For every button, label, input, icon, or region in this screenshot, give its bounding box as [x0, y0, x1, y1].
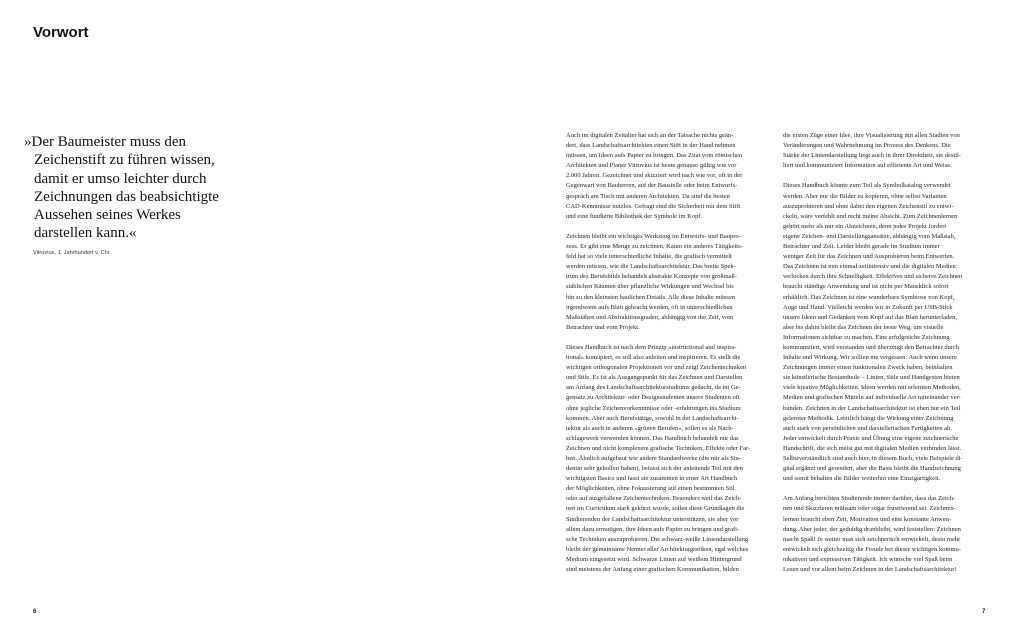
- body-text-column-right: [783, 131, 993, 585]
- text-line: allem dazu ermutigen, ihre Ideen aufs Papier zu bringen und grafi-: [566, 525, 740, 533]
- text-line: Medium eingesetzt wird. Schwarze Linien auf weißem Hintergrund: [566, 555, 742, 563]
- quote-line: darstellen kann.«: [34, 225, 137, 242]
- text-line: 2.000 Jahren. Gezeichnet und skizziert wird nach wie vor, oft in der: [566, 172, 743, 180]
- text-line: gensatz zu Architektur- oder Designstudenten unsere Studenten oft: [566, 394, 740, 402]
- text-line: entwickelt sich gleichzeitig die Freude bei dieser wichtigen kommu-: [783, 545, 961, 553]
- text-line: und Stile. Es ist als Ausgangspunkt für das Zeichnen und Darstellen: [566, 374, 743, 382]
- text-line: Dieses Handbuch könnte zum Teil als Symbolkatalog verwendet: [783, 182, 951, 190]
- text-line: viele kreative Möglichkeiten. Ideen werden mit erlernten Methoden,: [783, 384, 961, 392]
- text-line: oder auf ausgefallene Zeichentechniken. Besonders weil das Zeich-: [566, 495, 742, 503]
- text-line: unsere Ideen und Gedanken vom Kopf auf das Blatt herunterladen,: [783, 313, 957, 321]
- epigraph-quote: [24, 133, 264, 243]
- text-line: dert, dass Landschaftsarchitekten einen Stift in der Hand nehmen: [566, 142, 736, 150]
- text-line: und eine fundierte Bibliothek der Symbole im Kopf.: [566, 212, 703, 220]
- text-line: Stärke der Liniendarstellung liegt auch in ihrer Direktheit, sie destil-: [783, 152, 961, 160]
- text-line: Jeder entwickelt durch Praxis und Übung eine eigene zeichnerische: [783, 434, 959, 442]
- paragraph: [566, 232, 776, 333]
- text-line: Betrachter und Zeit. Leider bleibt gerade im Studium immer: [783, 243, 940, 251]
- text-line: erhältlich. Das Zeichnen ist eine wunderbare Symbiose von Kopf,: [783, 293, 955, 301]
- text-line: Maßstäben und Abstraktionsgraden, abhängig von der Zeit, vom: [566, 313, 734, 321]
- text-line: Informationen sichtbar zu machen. Eine erfolgreiche Zeichnung: [783, 333, 950, 341]
- text-line: Auge und Hand. Vielleicht werden wir in Zukunft per USB-Stick: [783, 303, 953, 311]
- paragraph: [566, 343, 776, 575]
- text-line: gelernter Methodik. Letztlich hängt die Wirkung einer Zeichnung: [783, 414, 954, 422]
- text-line: müssen, um Ideen aufs Papier zu bringen. Das Zitat vom römischen: [566, 152, 743, 160]
- quote-line: damit er umso leichter durch: [34, 170, 207, 187]
- text-line: Betrachter und vom Projekt.: [566, 323, 640, 331]
- quote-source: Vitruvius, 1. Jahrhundert v. Chr.: [33, 250, 111, 256]
- text-line: bleibt der gemeinsame Nenner aller Architekturgrafiken, egal welches: [566, 545, 749, 553]
- text-line: eigene Zeichen- und Darstellungsansätze, abhängig vom Maßstab,: [783, 232, 956, 240]
- text-line: Am Anfang berichten Studierende immer darüber, dass das Zeich-: [783, 495, 956, 503]
- quote-line: Aussehen seines Werkes: [34, 207, 181, 224]
- text-line: Zeichnungen immer einen funktionalen Zweck haben, beinhalten: [783, 364, 953, 372]
- text-line: hin zu den kleinsten baulichen Details. Alle diese Inhalte müssen: [566, 293, 735, 301]
- text-line: Veränderungen und Wahrnehmung im Prozess des Denkens. Die: [783, 142, 951, 150]
- text-line: Das Zeichnen ist nun einmal zeitintensiv und die digitalen Medien: [783, 263, 956, 271]
- text-line: tektur als auch in anderen »grünen Berufen«, sollen es als Nach-: [566, 424, 734, 432]
- text-line: zess. Es gibt eine Menge zu zeichnen. Kaum ein anderes Tätigkeits-: [566, 243, 743, 251]
- text-line: irgendwann aufs Blatt gebracht werden, oft in unterschiedlichen: [566, 303, 733, 311]
- text-line: trum des Berufsbilds behandelt abstrakte Konzepte von großmaß-: [566, 273, 737, 281]
- text-line: dung. Aber jeder, der geduldig dranbleibt, wird feststellen: Zeichnen: [783, 525, 961, 533]
- text-line: dentin sehr geholfen haben), befasst sich der anleitende Teil mit den: [566, 465, 743, 473]
- text-line: macht Spaß! Je weiter man sich zeichnerisch entwickelt, desto mehr: [783, 535, 961, 543]
- text-line: wichtigen orthogonalen Projektionen vor und zeigt Zeichentechniken: [566, 364, 747, 372]
- text-line: Dieses Handbuch ist nach dem Prinzip »instructional and inspira-: [566, 343, 737, 351]
- text-line: Selbstverständlich sind auch hier, in diesem Buch, viele Beispiele di-: [783, 455, 963, 462]
- text-line: werden. Aber nur die Bilder zu kopieren, ohne selbst Varianten: [783, 192, 947, 200]
- text-line: sche Techniken auszuprobieren. Die schwarz-weiße Liniendarstellung: [566, 535, 749, 543]
- text-line: Inhalte und Wirkung. Wir sollten nie vergessen: Auch wenn unsere: [783, 354, 957, 362]
- text-line: der Möglichkeiten, ohne Fokussierung auf einen bestimmten Stil: [566, 485, 735, 493]
- text-line: gehört mehr als nur ein Abzeichnen, denn jedes Projekt fordert: [783, 222, 947, 230]
- paragraph: [566, 131, 776, 222]
- paragraph: [783, 181, 993, 484]
- text-line: liert und kommuniziert Information auf effiziente Art und Weise.: [783, 162, 952, 170]
- text-line: ckeln, wäre verfehlt und nicht meine Absicht. Zum Zeichnenlernen: [783, 212, 958, 220]
- text-line: ohne jegliche Zeichenvorkenntnisse oder -erfahrungen ins Studium: [566, 404, 741, 412]
- text-line: bunden. Zeichnen in der Landschaftsarchitektur ist eben nur ein Teil: [783, 404, 961, 412]
- text-line: auszuprobieren und ohne dabei den eigenen Zeichenstil zu entwi-: [783, 202, 954, 210]
- text-line: werden müssen, wie die Landschaftsarchitektur. Das breite Spek-: [566, 263, 736, 271]
- page-title: Vorwort: [33, 24, 89, 41]
- body-text-column-left: [566, 131, 776, 585]
- text-line: wichtigsten Basics und fasst sie zusammen in einer Art Handbuch: [566, 475, 738, 483]
- text-line: am Anfang des Landschaftsarchitekturstudiums gedacht, da im Ge-: [566, 384, 741, 392]
- text-line: CAD-Kenntnisse nutzlos. Gefragt sind die Sicherheit mit dem Stift: [566, 202, 741, 210]
- text-line: Auch im digitalen Zeitalter hat sich an der Tatsache nichts geän-: [566, 132, 734, 139]
- quote-line: »Der Baumeister muss den: [24, 134, 187, 150]
- text-line: gital ergänzt und gerendert, aber die Basis bleibt die Handzeichnung: [783, 465, 961, 473]
- text-line: Lesen und vor allem beim Zeichnen in der Landschaftsarchitektur!: [783, 566, 957, 574]
- text-line: aber bis dahin bleibt das Zeichnen der beste Weg, um visuelle: [783, 323, 944, 331]
- quote-line: Zeichenstift zu führen wissen,: [34, 152, 215, 169]
- paragraph: [783, 494, 993, 575]
- text-line: verlocken durch ihre Schnelligkeit. Effektives und sicheres Zeichnen: [783, 273, 963, 281]
- text-line: nen im Curriculum stark gekürzt wurde, sollen diese Grundlagen die: [566, 505, 745, 513]
- text-line: weniger Zeit für das Zeichnen und Ausprobieren beim Entwerfen.: [783, 253, 955, 261]
- text-line: stäblichen Räumen über pflanzliche Wirkungen und Wechsel bis: [566, 283, 734, 291]
- text-line: kommen. Aber auch Berufstätige, sowohl in der Landschaftsarchi-: [566, 414, 739, 422]
- text-line: ben. Ähnlich aufgebaut wie andere Standardwerke (die mir als Stu-: [566, 455, 742, 462]
- quote-line: Zeichnungen das beabsichtigte: [34, 188, 219, 205]
- text-line: nen und Skizzieren mühsam oder sogar frustrierend sei. Zeichnen-: [783, 505, 956, 513]
- text-line: Zeichnen und nicht komplexere grafische Techniken, Effekte oder Far-: [566, 444, 751, 452]
- text-line: auch stark von persönlichen und darstellerischen Fertigkeiten ab.: [783, 424, 952, 432]
- text-line: und somit behalten die Bilder weiterhin eine Einzigartigkeit.: [783, 475, 941, 483]
- text-line: gespräch am Tisch mit anderen Architekten. Da sind die besten: [566, 192, 730, 200]
- text-line: Medien und grafischen Mitteln auf individuelle Art miteinander ver-: [783, 394, 961, 402]
- page-number-right: 7: [982, 609, 986, 615]
- text-line: Handschrift, die sich meist gut mit digitalen Medien verbinden lässt.: [783, 444, 962, 452]
- text-line: sind meistens der Anfang einer grafischen Kommunikation, bilden: [566, 566, 739, 574]
- page-number-left: 6: [33, 609, 37, 615]
- text-line: nikativen und expressiven Tätigkeit. Ich wünsche viel Spaß beim: [783, 555, 953, 563]
- text-line: lernen braucht eben Zeit, Motivation und eine konstante Anwen-: [783, 515, 952, 523]
- text-line: feld hat so viele unterschiedliche Inhalte, die grafisch vermittelt: [566, 253, 732, 261]
- text-line: Zeichnen bleibt ein wichtiges Werkzeug im Entwurfs- und Baupro-: [566, 232, 741, 240]
- text-line: die ersten Züge einer Idee, ihre Visualisierung mit allen Stadien von: [783, 132, 960, 139]
- text-line: tional« konzipiert, es soll also anleiten und inspirieren. Es stellt die: [566, 354, 741, 362]
- text-line: schlagewerk verwenden können. Das Handbuch behandelt nur das: [566, 434, 739, 442]
- text-line: Architekten und Planer Vitruvius ist heute genauso gültig wie vor: [566, 162, 737, 170]
- text-line: kommuniziert, wird verstanden und überzeugt den Betrachter durch: [783, 343, 960, 351]
- text-line: Studierenden der Landschaftsarchitektur unterstützen, sie aber vor: [566, 515, 739, 523]
- text-line: sie künstlerische Bestandteile – Linien, Stile und Handgesten bieten: [783, 374, 960, 382]
- paragraph: [783, 131, 993, 171]
- text-line: Gegenwart von Bauherren, auf der Baustelle oder beim Entwurfs-: [566, 182, 738, 190]
- text-line: braucht ständige Anwendung und ist nicht per Mausklick sofort: [783, 283, 949, 291]
